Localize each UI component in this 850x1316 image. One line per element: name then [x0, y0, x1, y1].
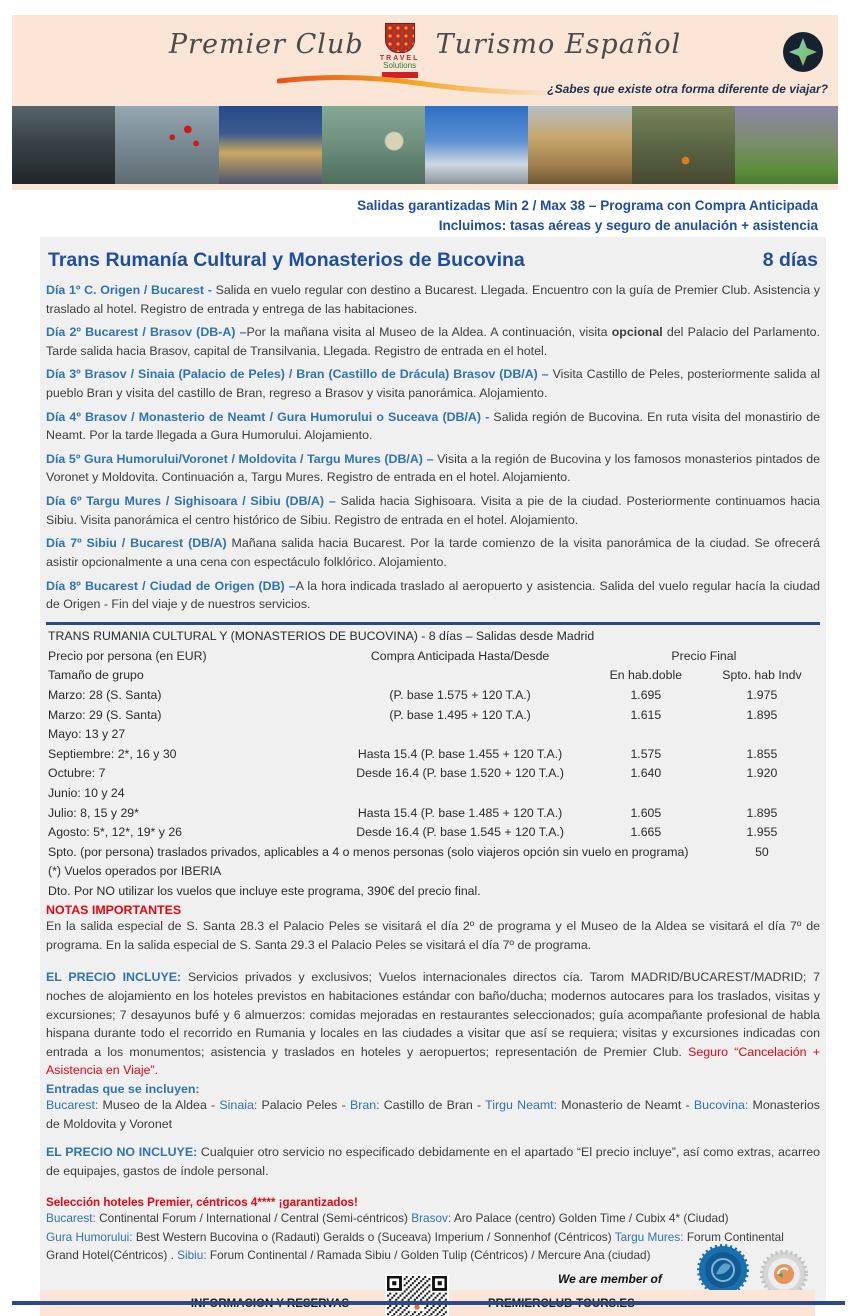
day-paragraph-7: Día 7º Sibiu / Bucarest (DB/A) Mañana salida hacia Bucarest. Por la tarde comienzo de la visita panorámica de la ciudad. Se ofrecerá asistir opcionalmente a una cena con espectáculo folklórico. Alojamiento. [46, 536, 820, 569]
program-title-row [46, 247, 820, 276]
entradas-list: Bucarest: Museo de la Aldea - Sinaia: Palacio Peles - Bran: Castillo de Bran - Tirgu Neamt: Monasterio de Neamt - Bucovina: Monasterios de Moldovita y Voronet [46, 1097, 821, 1131]
logo-premier-text: Premier Club [168, 29, 364, 60]
day-paragraph-6: Día 6º Targu Mures / Sighisoara / Sibiu (DB/A) – Salida hacia Sighisoara. Visita a pie de la ciudad. Posteriormente continuamos hacia Sibiu. Visita panorámica el centro histórico de Sibiu. Registro de entrada en el hotel. Alojamiento. [46, 494, 820, 527]
destination-photo-7 [632, 106, 735, 184]
shield-icon [385, 23, 415, 53]
notas-text: En la salida especial de S. Santa 28.3 el Palacio Peles se visitará el día 2º de programa y el Museo de la Aldea se visitará el día 7º de programa. En la salida especial de S. Santa 29.3 el Palacio Peles se visitará el día 7º de programa. [46, 919, 820, 952]
crest-icon [378, 23, 422, 78]
swoosh-graphic [277, 73, 557, 99]
hotels-line-2: Gura Humorului: Best Western Bucovina o (Radauti) Geralds o (Suceava) Imperium / Sonnenhof (Céntricos) Targu Mures: Forum Continental [46, 1229, 784, 1244]
table-top-rule [46, 622, 820, 625]
price-includes: EL PRECIO INCLUYE: Servicios privados y exclusivos; Vuelos internacionales directos cía. Tarom MADRID/BUCAREST/MADRID; 7 noches de alojamiento en los hoteles previstos en habitaciones estándar con baño/ducha; modernos autocares para los traslados, visitas y excursiones; 7 desayunos bufé y 6 almuerzos: comidas mejoradas en restaurantes seleccionados; guía acompañante profesional de habla hispana durante todo el recorrido en Rumania y locales en las ciudades a visitar que así se requiera; visitas y excursiones indicadas con entrada a los monumentos; asistencia y traslados en hoteles y aeropuertos; representación de Premier Club. Seguro “Cancelación + Asistencia en Viaje”. [46, 970, 820, 1078]
photo-strip [12, 106, 838, 184]
price-table-body: TRANS RUMANIA CULTURAL Y (MONASTERIOS DE BUCOVINA) - 8 días – Salidas desde Madrid Precio por persona (en EUR) Compra Anticipada Hasta/Desde Precio Final Tamaño de grupo En hab.doble Spto. hab Indv Marzo: 28 (S. Santa) (P. base 1.575 + 120 T.A.) 1.695 1.975 Marzo: 29 (S. Santa) (P. base 1.495 + 120 T.A.) 1.615 1.895 Mayo: 13 y 27 Septiembre: 2*, 16 y 30 Hasta 15.4 (P. base 1.455 + 120 T.A.) 1.575 1.855 Octubre: 7 Desde 16.4 (P. base 1.520 + 120 T.A.) 1.640 1.920 Junio: 10 y 24 Julio: 8, 15 y 29* Hasta 15.4 (P. base 1.485 + 120 T.A.) 1.605 1.895 Agosto: 5*, 12*, 19* y 26 Desde 16.4 (P. base 1.545 + 120 T.A.) 1.665 1.955 Spto. (por persona) traslados privados, aplicables a 4 o menos personas (solo viajeros opción sin vuelo en programa) 50 (*) Vuelos operados por IBERIA Dto. Por NO utilizar los vuelos que incluye este programa, 390€ del precio final. [48, 629, 802, 898]
footer [46, 1268, 820, 1316]
guarantee-banner [12, 196, 818, 235]
day-paragraph-1: Día 1º C. Origen / Bucarest - Salida en vuelo regular con destino a Bucarest. Llegada. Encuentro con la guía de Premier Club. Asistencia y traslado al hotel. Registro de entrada y entrega de las habitaciones. [46, 283, 820, 316]
tagline: ¿Sabes que existe otra forma diferente de viajar? [547, 82, 828, 96]
destination-photo-3 [219, 106, 322, 184]
member-label: We are member of [558, 1272, 662, 1287]
qr-code[interactable] [385, 1274, 449, 1316]
destination-photo-6 [528, 106, 631, 184]
destination-photo-1 [12, 106, 115, 184]
day-paragraph-5: Día 5º Gura Humorului/Voronet / Moldovita / Targu Mures (DB/A) – Visita a la región de Bucovina y los famosos monasterios pintados de Voronet y Moldovita. Continuación a, Targu Mures. Registro de entrada en el hotel. Alojamiento. [46, 451, 820, 485]
program-title: Trans Rumanía Cultural y Monasterios de Bucovina [48, 249, 525, 271]
hotels-line-1: Bucarest: Continental Forum / International / Central (Semi-céntricos) Brasov: Aro Palace (centro) Golden Time / Cubix 4* (Ciudad) [46, 1211, 729, 1226]
banner-line2: Incluimos: tasas aéreas y seguro de anulación + asistencia [438, 217, 818, 233]
crest-travel-text: TRAVEL [379, 55, 420, 62]
star-globe-icon[interactable] [782, 31, 824, 73]
day-paragraph-2: Día 2º Bucarest / Brasov (DB-A) –Por la mañana visita al Museo de la Aldea. A continuación, visita opcional del Palacio del Parlamento. Tarde salida hacia Brasov, capital de Transilvania. Llegada. Registro de entrada en el hotel. [46, 325, 820, 358]
day-paragraph-4: Día 4º Brasov / Monasterio de Neamt / Gura Humorului o Suceava (DB/A) - Salida región de Bucovina. En ruta visita del monastirio de Neamt. Por la tarde llegada a Gura Humorului. Alojamiento. [46, 409, 821, 443]
notas-label: NOTAS IMPORTANTES [46, 903, 182, 918]
crest-solutions-text: Solutions [383, 61, 417, 70]
price-excludes: EL PRECIO NO INCLUYE: Cualquier otro servicio no especificado debidamente en el apartado “El precio incluye”, así como extras, acarreo de equipajes, gastos de índole personal. [46, 1145, 820, 1178]
day-paragraph-3: Día 3º Brasov / Sinaia (Palacio de Peles) / Bran (Castillo de Drácula) Brasov (DB/A) – Visita Castillo de Peles, posteriormente salida al pueblo Bran y visita del castillo de Bran, regreso a Brasov y visita panorámica. Alojamiento. [46, 367, 820, 401]
content-panel [40, 237, 826, 1301]
entradas-label: Entradas que se incluyen: [46, 1081, 200, 1096]
header-band [12, 15, 838, 100]
price-table [46, 627, 820, 901]
day-paragraph-8: Día 8º Bucarest / Ciudad de Origen (DB) –A la hora indicada traslado al aeropuerto y asistencia. Salida del vuelo regular hacía la ciudad de Origen - Fin del viaje y de nuestros servicios. [46, 578, 820, 612]
hotels-line-3: Grand Hotel(Céntricos) . Sibiu: Forum Continental / Ramada Sibiu / Golden Tulip (Céntricos) / Mercure Ana (ciudad) [46, 1247, 651, 1262]
logo-turismo-text: Turismo Español [435, 29, 682, 60]
destination-photo-4 [322, 106, 425, 184]
bottom-rule [12, 1301, 845, 1305]
photo-band [12, 100, 838, 190]
program-duration: 8 días [762, 249, 818, 271]
destination-photo-2 [115, 106, 218, 184]
destination-photo-5 [425, 106, 528, 184]
hotels-label: Selección hoteles Premier, céntricos 4**** ¡garantizados! [46, 1196, 358, 1210]
destination-photo-8 [735, 106, 838, 184]
logo [12, 23, 838, 78]
banner-line1: Salidas garantizadas Min 2 / Max 38 – Programa con Compra Anticipada [357, 198, 818, 213]
